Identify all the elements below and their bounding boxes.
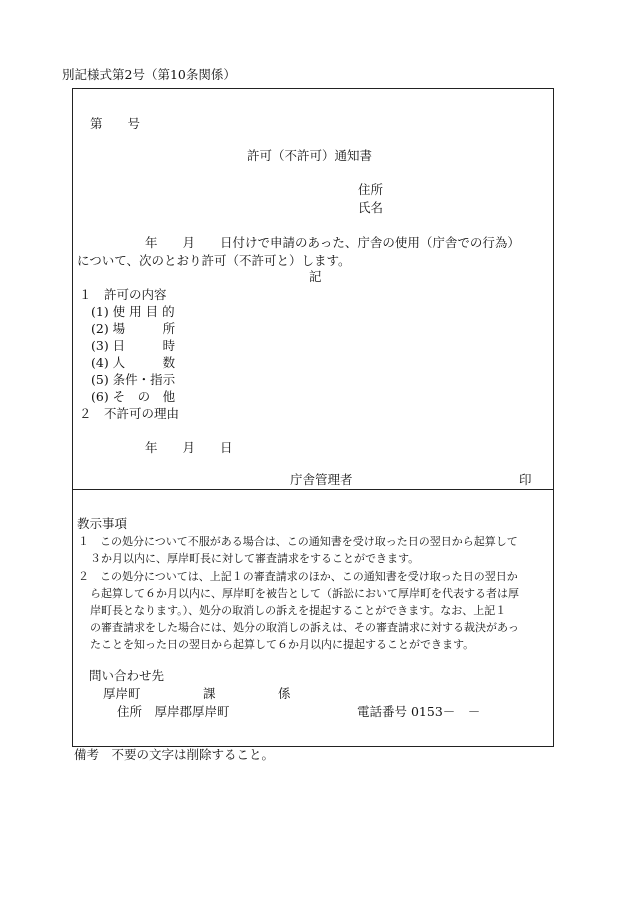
notice-heading: 教示事項 [77, 516, 128, 531]
notice-line-2: ３か月以内に、厚岸町長に対して審査請求をすることができます。 [90, 552, 420, 565]
item-purpose: (1) 使 用 目 的 [91, 304, 175, 319]
item-other: (6) そ の 他 [91, 389, 176, 404]
body-line-2: について、次のとおり許可（不許可と）します。 [77, 253, 351, 268]
notice-line-7: たことを知った日の翌日から起算して６か月以内に提起することができます。 [90, 638, 475, 651]
date-line: 年 月 日 [145, 440, 233, 455]
ki-heading: 記 [309, 269, 322, 284]
document-number: 第 号 [90, 116, 141, 131]
document-title: 許可（不許可）通知書 [247, 148, 373, 163]
body-line-1: 年 月 日付けで申請のあった、庁舎の使用（庁舎での行為） [145, 235, 520, 250]
section-divider [72, 489, 554, 490]
item-people: (4) 人 数 [91, 355, 176, 370]
section-2-heading: ２ 不許可の理由 [79, 406, 180, 421]
item-place: (2) 場 所 [91, 321, 176, 336]
address-label: 住所 [358, 182, 384, 197]
notice-line-3: ２ この処分については、上記１の審査請求のほか、この通知書を受け取った日の翌日か [78, 570, 518, 583]
notice-line-1: １ この処分について不服がある場合は、この通知書を受け取った日の翌日から起算して [78, 535, 518, 548]
item-datetime: (3) 日 時 [91, 338, 176, 353]
manager-label: 庁舎管理者 [290, 472, 353, 487]
notice-line-4: ら起算して６か月以内に、厚岸町を被告として（訴訟において厚岸町を代表する者は厚 [90, 587, 519, 600]
contact-address: 住所 厚岸郡厚岸町 [117, 704, 230, 719]
item-conditions: (5) 条件・指示 [91, 372, 176, 387]
notice-line-6: の審査請求をした場合には、処分の取消しの訴えは、その審査請求に対する裁決があっ [90, 621, 519, 634]
seal-mark: 印 [519, 472, 532, 487]
notice-line-5: 岸町長となります。）、処分の取消しの訴えを提起することができます。なお、上記１ [90, 604, 507, 617]
contact-phone: 電話番号 0153－ － [357, 704, 481, 719]
remarks: 備考 不要の文字は削除すること。 [74, 747, 275, 762]
name-label: 氏名 [358, 200, 384, 215]
contact-dept-line: 厚岸町 課 係 [103, 686, 291, 701]
contact-heading: 問い合わせ先 [89, 668, 165, 683]
section-1-heading: １ 許可の内容 [79, 287, 167, 302]
form-label: 別記様式第2号（第10条関係） [62, 67, 236, 82]
